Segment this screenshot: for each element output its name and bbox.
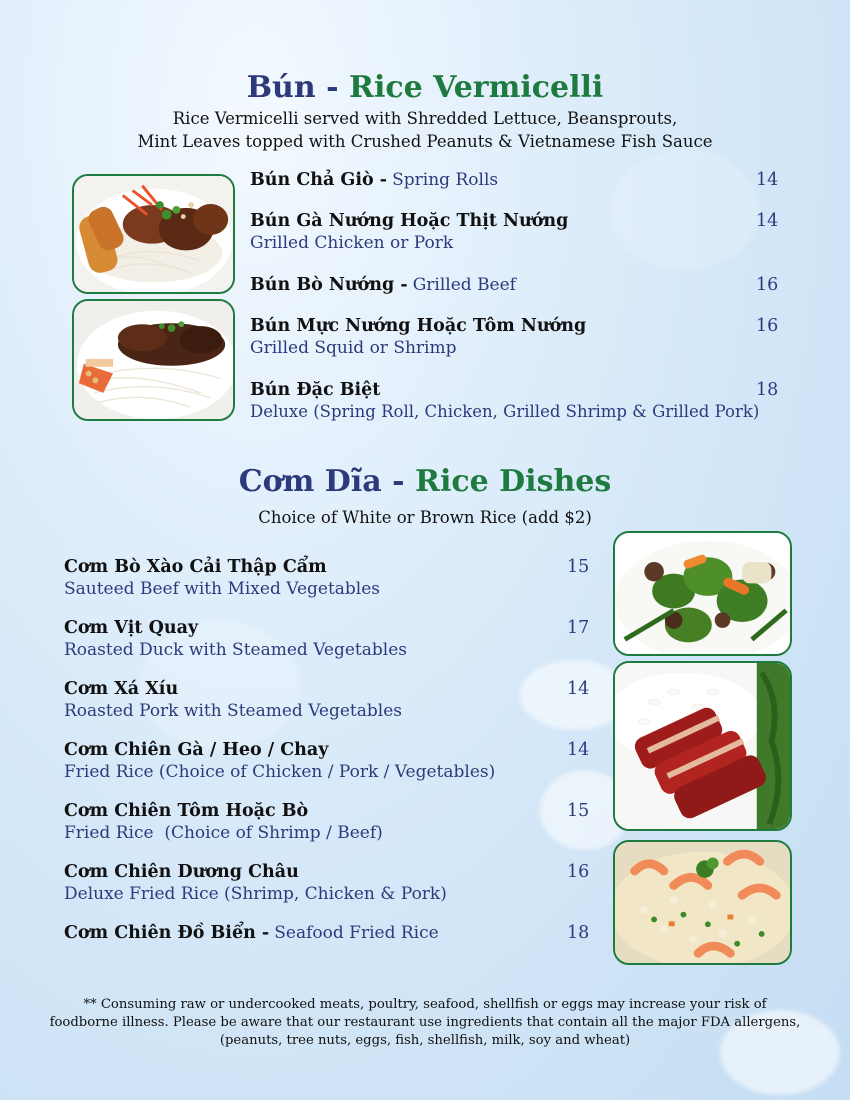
item-description: Deluxe (Spring Roll, Chicken, Grilled Shrimp & Grilled Pork) [250,402,760,421]
bun-spring-roll-photo [72,174,235,294]
item-description: Deluxe Fried Rice (Shrimp, Chicken & Pork) [64,884,447,904]
bun-item-4 [250,316,586,358]
item-name: Bún Đặc Biệt [250,380,381,400]
bun-title-vietnamese: Bún [246,70,316,105]
item-english-name: Seafood Fried Rice [274,923,439,943]
item-name: Cơm Xá Xíu [64,679,179,699]
disclaimer-line1: ** Consuming raw or undercooked meats, poultry, seafood, shellfish or eggs may increase your risk of [83,997,767,1012]
item-price: 16 [567,862,590,882]
item-english-name: Spring Rolls [392,170,499,190]
com-stir-fry-photo [613,531,792,656]
item-name: Cơm Chiên Tôm Hoặc Bò [64,801,309,821]
item-name: Cơm Vịt Quay [64,618,199,638]
com-item-3 [64,679,402,721]
item-description: Roasted Pork with Steamed Vegetables [64,701,402,721]
bun-subtitle-line2: Mint Leaves topped with Crushed Peanuts & Vietnamese Fish Sauce [137,132,713,151]
item-name: Bún Mực Nướng Hoặc Tôm Nướng [250,316,587,336]
bun-grilled-meat-photo [72,299,235,421]
item-price: 15 [567,557,590,577]
item-name: Cơm Bò Xào Cải Thập Cẩm [64,557,327,577]
bun-item-3 [250,275,516,295]
item-price: 14 [567,679,590,699]
item-price: 14 [756,170,779,190]
item-price: 15 [567,801,590,821]
item-description: Grilled Squid or Shrimp [250,338,457,358]
item-name: Bún Gà Nướng Hoặc Thịt Nướng [250,211,569,231]
com-item-6 [64,862,447,904]
item-name: Bún Bò Nướng - [250,275,408,295]
com-subtitle: Choice of White or Brown Rice (add $2) [258,508,592,527]
com-title-vietnamese: Cơm Dĩa [238,464,382,499]
item-price: 17 [567,618,590,638]
item-name: Cơm Chiên Gà / Heo / Chay [64,740,329,760]
item-name: Bún Chả Giò - [250,170,388,190]
item-description: Sauteed Beef with Mixed Vegetables [64,579,381,599]
com-item-1 [64,557,380,599]
bun-item-5 [250,380,759,421]
com-roast-pork-photo [613,661,792,831]
item-price: 14 [756,211,779,231]
com-item-5 [64,801,383,843]
com-item-7 [64,923,439,943]
bun-item-1 [250,170,498,190]
item-description: Grilled Chicken or Pork [250,233,454,253]
bun-section-title [0,70,850,105]
item-name: Cơm Chiên Đồ Biển - [64,923,270,943]
bun-title-english: Rice Vermicelli [349,70,604,105]
disclaimer-line2: foodborne illness. Please be aware that our restaurant use ingredients that contain all the major FDA allergens, [49,1015,801,1030]
item-price: 18 [756,380,779,400]
item-price: 16 [756,275,779,295]
com-title-english: Rice Dishes [415,464,612,499]
bun-title-dash: - [326,70,339,105]
bun-item-2 [250,211,568,253]
item-description: Fried Rice (Choice of Chicken / Pork / Vegetables) [64,762,496,782]
item-english-name: Grilled Beef [412,275,516,295]
disclaimer-line3: (peanuts, tree nuts, eggs, fish, shellfish, milk, soy and wheat) [219,1033,631,1048]
com-item-4 [64,740,495,782]
com-section-title [0,464,850,499]
item-name: Cơm Chiên Dương Châu [64,862,299,882]
bun-subtitle-line1: Rice Vermicelli served with Shredded Lettuce, Beansprouts, [172,109,678,128]
com-item-2 [64,618,407,660]
item-price: 16 [756,316,779,336]
com-fried-rice-photo [613,840,792,965]
item-description: Fried Rice (Choice of Shrimp / Beef) [64,823,383,843]
com-title-dash: - [392,464,405,499]
item-price: 18 [567,923,590,943]
item-description: Roasted Duck with Steamed Vegetables [64,640,407,660]
allergen-disclaimer [40,996,810,1050]
item-price: 14 [567,740,590,760]
